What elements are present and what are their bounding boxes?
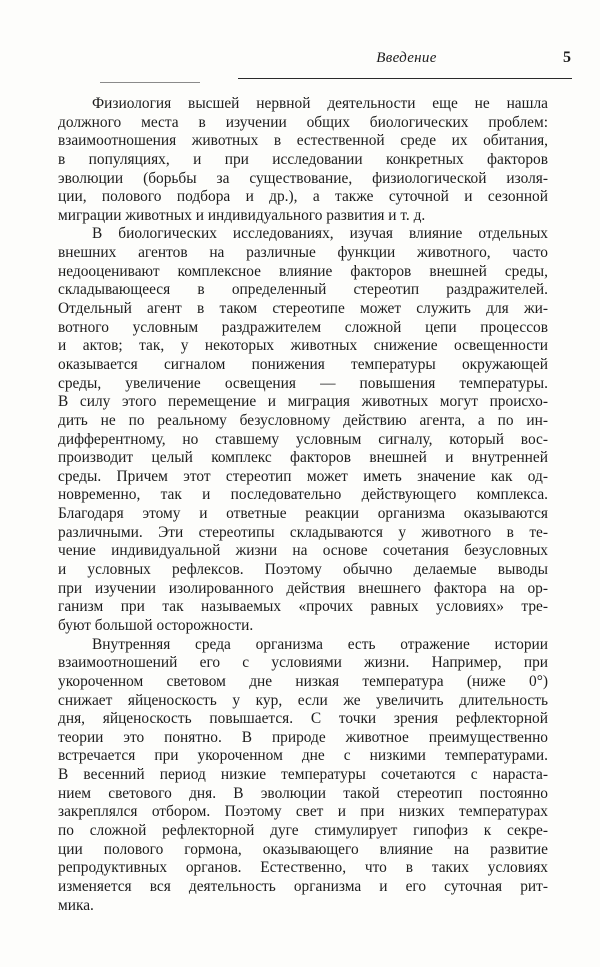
text-line: производит целый комплекс факторов внешней и внутренней [58, 449, 548, 467]
text-line: дифферентному, но ставшему условным сигналу, который вос- [58, 430, 548, 448]
text-line: Благодаря этому и ответные реакции организма оказываются [58, 505, 548, 523]
text-line: миграции животных и индивидуального развития и т. д. [58, 206, 426, 224]
paragraph [58, 95, 548, 225]
text-line: вотного условным раздражителем сложной цепи процессов [58, 318, 548, 336]
text-line: взаимоотношения животных в естественной среде их обитания, [58, 132, 548, 150]
text-line: взаимоотношений его с условиями жизни. Например, при [58, 654, 548, 672]
text-line: ганизм при так называемых «прочих равных условиях» тре- [58, 598, 548, 616]
text-line: при изучении изолированного действия внешнего фактора на ор- [58, 579, 548, 597]
text-line: чение индивидуальной жизни на основе сочетания безусловных [58, 542, 548, 560]
text-line: различными. Эти стереотипы складываются у животного в те- [58, 523, 548, 541]
paragraph [58, 225, 548, 635]
page-number: 5 [563, 49, 571, 66]
text-line: среды, увеличение освещения — повышения температуры. [58, 374, 548, 392]
text-line: снижает яйценоскость у кур, если же увеличить длительность [58, 691, 548, 709]
text-line: Физиология высшей нервной деятельности еще не нашла [92, 95, 548, 112]
text-line: укороченном световом дне низкая температура (ниже 0°) [58, 672, 548, 690]
text-line: буют большой осторожности. [58, 616, 254, 634]
body-text [58, 95, 548, 915]
text-line: В силу этого перемещение и миграция животных могут происхо- [58, 393, 548, 411]
text-line: ции полового гормона, оказывающего влияние на развитие [58, 840, 548, 858]
text-line: недооценивают комплексное влияние факторов внешней среды, [58, 262, 548, 280]
text-line: встречается при укороченном дне с низкими температурами. [58, 747, 548, 765]
text-line: дить не по реальному безусловному действию агента, а по ин- [58, 411, 548, 429]
text-line: оказывается сигналом понижения температуры окружающей [58, 355, 548, 373]
text-line: и условных рефлексов. Поэтому обычно делаемые выводы [58, 561, 548, 579]
text-line: Внутренняя среда организма есть отражение истории [92, 635, 548, 653]
text-line: нием светового дня. В эволюции такой стереотип постоянно [58, 784, 548, 802]
text-line: по сложной рефлекторной дуге стимулирует гипофиз к секре- [58, 821, 548, 839]
text-line: дня, яйценоскость повышается. С точки зрения рефлекторной [58, 710, 548, 728]
text-line: Отдельный агент в таком стереотипе может служить для жи- [58, 300, 548, 318]
text-line: в популяциях, и при исследовании конкретных факторов [58, 150, 548, 168]
header-rule-faint [100, 82, 200, 83]
running-header-title: Введение [376, 50, 437, 66]
text-line: В биологических исследованиях, изучая влияние отдельных [92, 225, 548, 243]
text-line: закреплялся отбором. Поэтому свет и при низких температурах [58, 803, 548, 821]
text-line: должного места в изучении общих биологических проблем: [58, 113, 548, 131]
text-line: внешних агентов на различные функции животного, часто [58, 244, 548, 262]
text-line: эволюции (борьбы за существование, физиологической изоля- [58, 169, 548, 187]
header-rule [238, 78, 572, 79]
text-line: среды. Причем этот стереотип может иметь значение как од- [58, 467, 548, 485]
text-line: новременно, так и последовательно действующего комплекса. [58, 486, 548, 504]
text-line: В весенний период низкие температуры сочетаются с нараста- [58, 766, 548, 784]
text-line: мика. [58, 896, 94, 914]
running-header [240, 50, 573, 74]
text-line: ции, полового подбора и др.), а также суточной и сезонной [58, 188, 548, 206]
text-line: теории это понятно. В природе животное преимущественно [58, 728, 548, 746]
text-line: и актов; так, у некоторых животных снижение освещенности [58, 337, 548, 355]
text-line: репродуктивных органов. Естественно, что в таких условиях [58, 859, 548, 877]
text-line: складывающееся в определенный стереотип раздражителей. [58, 281, 548, 299]
paragraph [58, 636, 548, 916]
text-line: изменяется вся деятельность организма и его суточная рит- [58, 877, 548, 895]
